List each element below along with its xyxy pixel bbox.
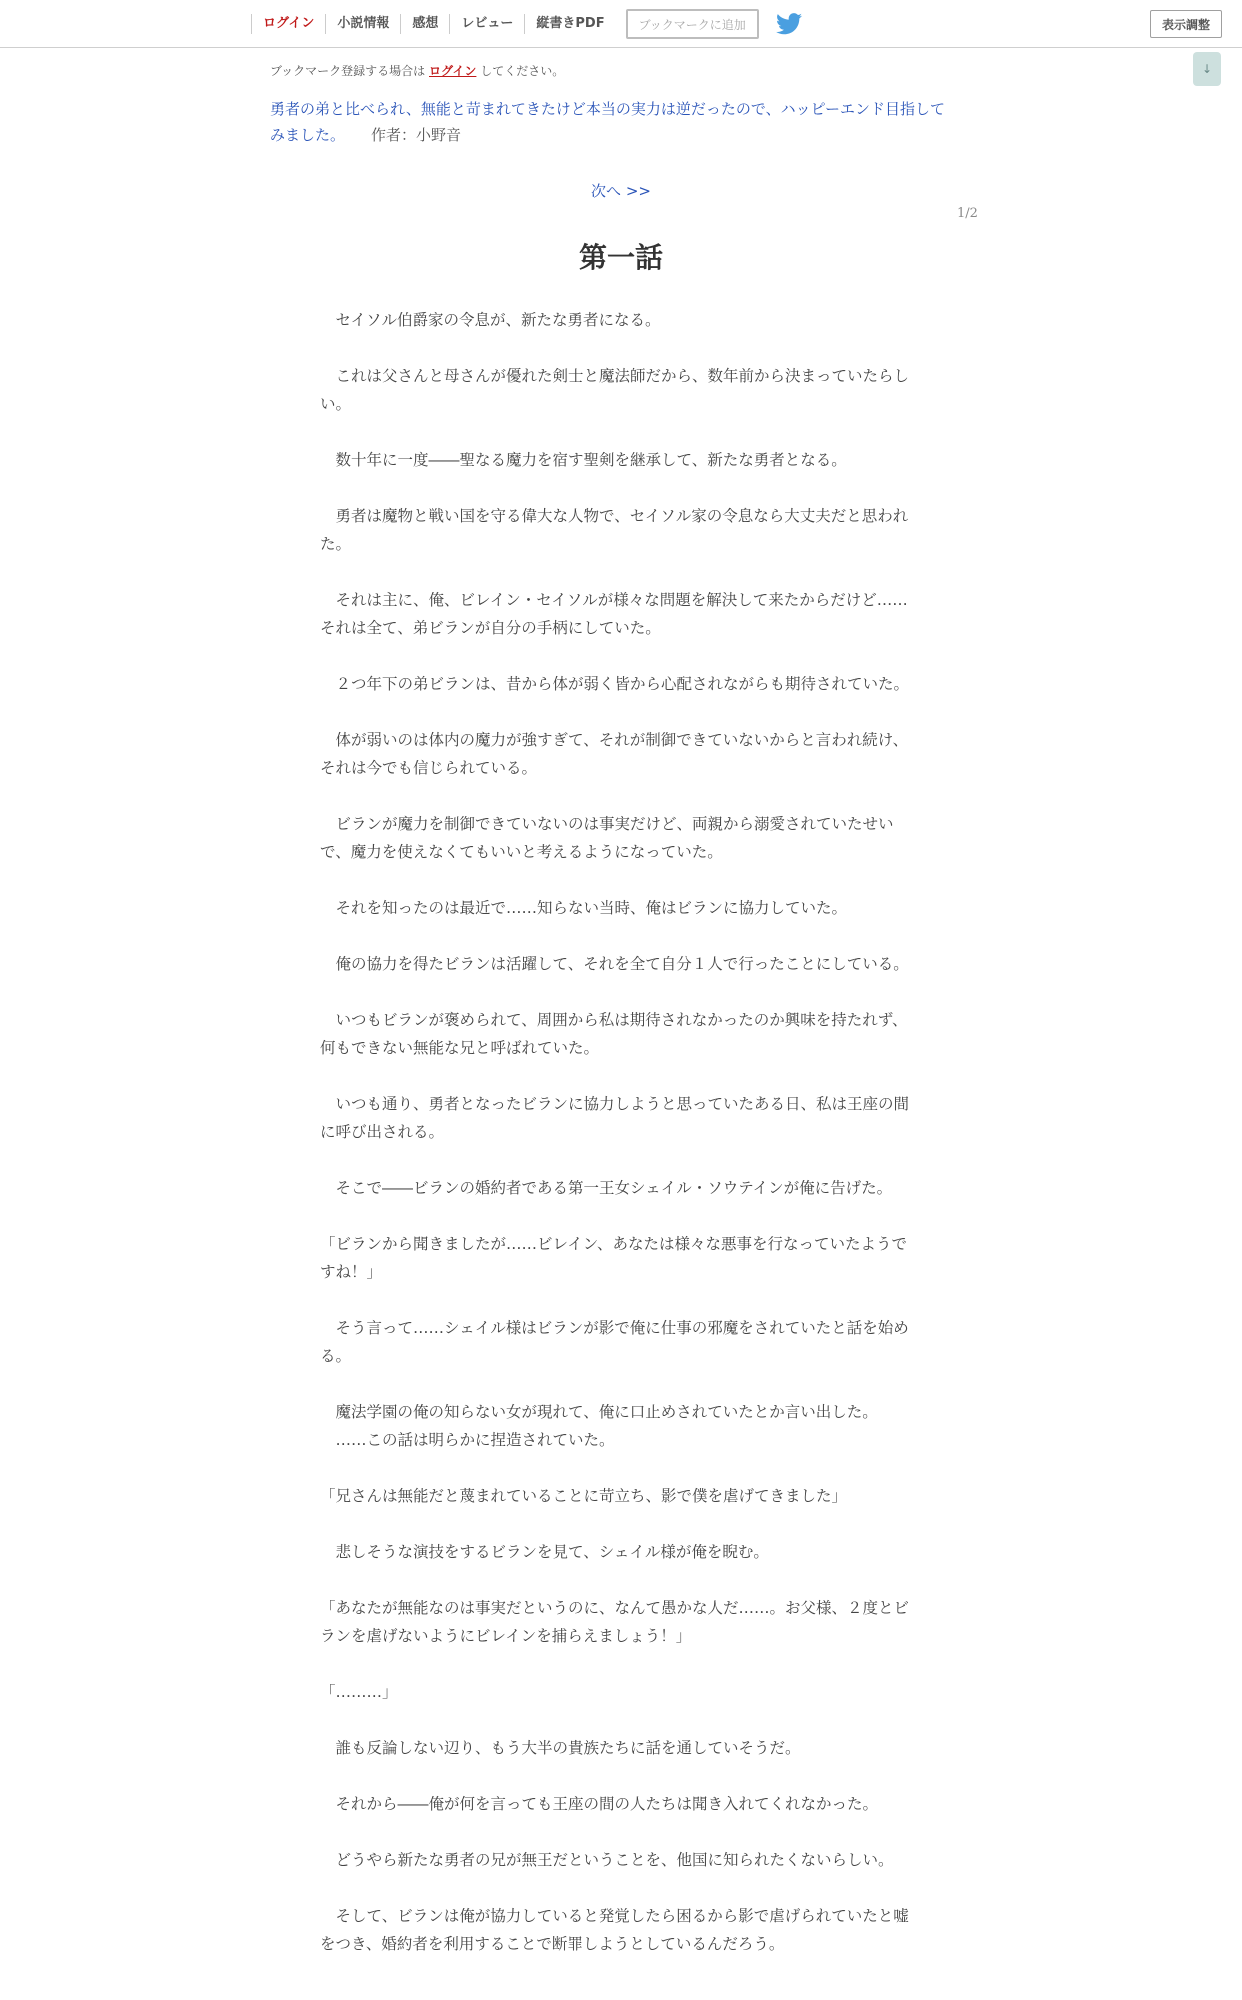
display-settings-button[interactable]: 表示調整 bbox=[1150, 10, 1222, 38]
chapter-title: 第一話 bbox=[578, 241, 663, 274]
body-paragraph: いつも通り、勇者となったビランに協力しようと思っていたある日、私は王座の間に呼び出される。 bbox=[320, 1095, 910, 1141]
blank-line bbox=[320, 922, 920, 950]
blank-line bbox=[320, 1874, 920, 1902]
author-name: 作者：小野音 bbox=[371, 126, 462, 144]
blank-line bbox=[320, 1062, 920, 1090]
blank-line bbox=[320, 558, 920, 586]
body-paragraph: そして、ビランは俺が協力していると発覚したら困るから影で虐げられていたと嘘をつき、婚約者を利用することで断罪しようとしているんだろう。 bbox=[320, 1907, 909, 1953]
body-paragraph: 魔法学園の俺の知らない女が現れて、俺に口止めされていたとか言い出した。 bbox=[320, 1403, 878, 1421]
blank-line bbox=[320, 866, 920, 894]
add-bookmark-button[interactable]: ブックマークに追加 bbox=[626, 9, 759, 39]
body-paragraph: 体が弱いのは体内の魔力が強すぎて、それが制御できていないからと言われ続け、それは今でも信じられている。 bbox=[320, 731, 909, 777]
body-paragraph: それを知ったのは最近で……知らない当時、俺はビランに協力していた。 bbox=[320, 899, 848, 917]
body-paragraph: 「あなたが無能なのは事実だというのに、なんて愚かな人だ……。お父様、２度とビランを虐げないようにビレインを捕らえましょう！」 bbox=[320, 1599, 910, 1645]
login-note-suffix: してください。 bbox=[480, 64, 565, 78]
blank-line bbox=[320, 1650, 920, 1678]
blank-line bbox=[320, 1706, 920, 1734]
nav-vertical-pdf-link[interactable]: 縦書きPDF bbox=[524, 14, 615, 34]
body-paragraph: ……この話は明らかに捏造されていた。 bbox=[320, 1431, 615, 1449]
body-paragraph: 「兄さんは無能だと蔑まれていることに苛立ち、影で僕を虐げてきました」 bbox=[320, 1487, 848, 1505]
nav-novel-info-link[interactable]: 小説情報 bbox=[325, 14, 400, 34]
body-paragraph: どうやら新たな勇者の兄が無王だということを、他国に知られたくないらしい。 bbox=[320, 1851, 894, 1869]
blank-line bbox=[320, 1818, 920, 1846]
blank-line bbox=[320, 978, 920, 1006]
blank-line bbox=[320, 1202, 920, 1230]
blank-line bbox=[320, 1146, 920, 1174]
body-paragraph: 誰も反論しない辺り、もう大半の貴族たちに話を通していそうだ。 bbox=[320, 1739, 801, 1757]
blank-line bbox=[320, 1566, 920, 1594]
header-bar bbox=[0, 0, 1242, 48]
blank-line bbox=[320, 1454, 920, 1482]
body-paragraph: 俺の協力を得たビランは活躍して、それを全て自分１人で行ったことにしている。 bbox=[320, 955, 909, 973]
blank-line bbox=[320, 474, 920, 502]
login-note-link[interactable]: ログイン bbox=[429, 64, 477, 78]
next-page-link[interactable]: 次へ >> bbox=[591, 182, 651, 200]
body-paragraph: ビランが魔力を制御できていないのは事実だけど、両親から溺愛されていたせいで、魔力を使えなくてもいいと考えるようになっていた。 bbox=[320, 815, 894, 861]
novel-title-link[interactable]: 勇者の弟と比べられ、無能と苛まれてきたけど本当の実力は逆だったので、ハッピーエンド目指してみました。 bbox=[270, 100, 946, 144]
body-paragraph: そう言って……シェイル様はビランが影で俺に仕事の邪魔をされていたと話を始める。 bbox=[320, 1319, 909, 1365]
bookmark-login-note bbox=[270, 62, 564, 79]
blank-line bbox=[320, 418, 920, 446]
nav-login-link[interactable]: ログイン bbox=[251, 14, 325, 34]
blank-line bbox=[320, 334, 920, 362]
body-paragraph: 「………」 bbox=[320, 1683, 398, 1701]
scroll-down-button[interactable]: ↓ bbox=[1193, 52, 1221, 86]
login-note-text: ブックマーク登録する場合は bbox=[270, 64, 426, 78]
blank-line bbox=[320, 1510, 920, 1538]
body-paragraph: セイソル伯爵家の令息が、新たな勇者になる。 bbox=[320, 311, 661, 329]
nav-impressions-link[interactable]: 感想 bbox=[400, 14, 449, 34]
nav-review-link[interactable]: レビュー bbox=[449, 14, 524, 34]
body-paragraph: 勇者は魔物と戦い国を守る偉大な人物で、セイソル家の令息なら大丈夫だと思われた。 bbox=[320, 507, 909, 553]
novel-header bbox=[270, 96, 950, 148]
body-paragraph: そこで――ビランの婚約者である第一王女シェイル・ソウテインが俺に告げた。 bbox=[320, 1179, 893, 1197]
twitter-icon[interactable] bbox=[776, 13, 802, 35]
body-paragraph: それから――俺が何を言っても王座の間の人たちは聞き入れてくれなかった。 bbox=[320, 1795, 879, 1813]
body-paragraph: これは父さんと母さんが優れた剣士と魔法師だから、数年前から決まっていたらしい。 bbox=[320, 367, 910, 413]
nav-menu bbox=[251, 0, 802, 48]
blank-line bbox=[320, 1370, 920, 1398]
blank-line bbox=[320, 698, 920, 726]
blank-line bbox=[320, 782, 920, 810]
chapter-body bbox=[320, 306, 920, 1958]
page-number: 1/2 bbox=[957, 206, 978, 221]
blank-line bbox=[320, 1286, 920, 1314]
body-paragraph: いつもビランが褒められて、周囲から私は期待されなかったのか興味を持たれず、何もできない無能な兄と呼ばれていた。 bbox=[320, 1011, 908, 1057]
body-paragraph: 数十年に一度――聖なる魔力を宿す聖剣を継承して、新たな勇者となる。 bbox=[320, 451, 847, 469]
body-paragraph: 悲しそうな演技をするビランを見て、シェイル様が俺を睨む。 bbox=[320, 1543, 769, 1561]
body-paragraph: ２つ年下の弟ビランは、昔から体が弱く皆から心配されながらも期待されていた。 bbox=[320, 675, 910, 693]
body-paragraph: 「ビランから聞きましたが……ビレイン、あなたは様々な悪事を行なっていたようですね！」 bbox=[320, 1235, 907, 1281]
body-paragraph: それは主に、俺、ビレイン・セイソルが様々な問題を解決して来たからだけど……それは全て、弟ビランが自分の手柄にしていた。 bbox=[320, 591, 908, 637]
blank-line bbox=[320, 1762, 920, 1790]
blank-line bbox=[320, 642, 920, 670]
